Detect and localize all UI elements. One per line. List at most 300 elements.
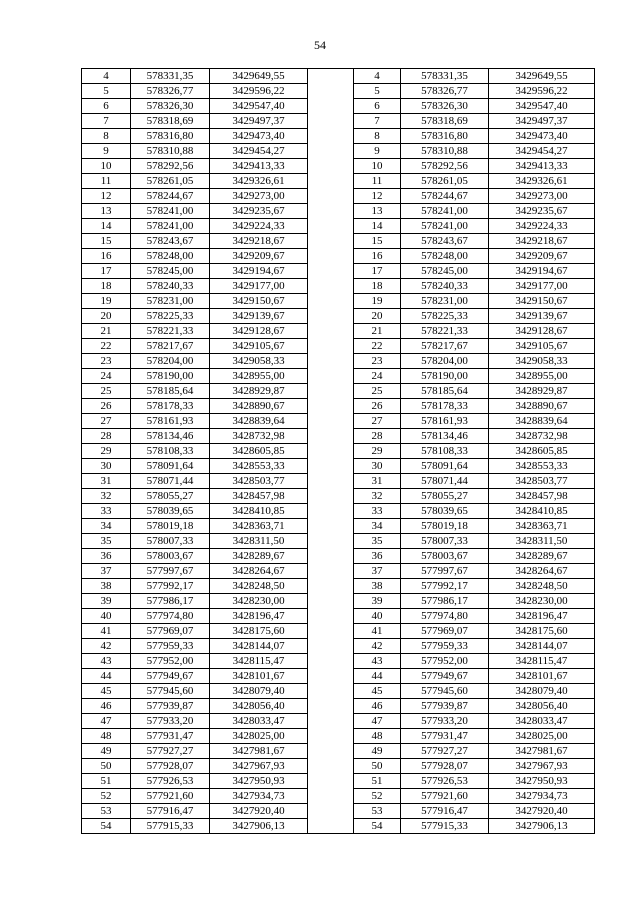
right-x-coordinate-cell: 577927,27 [401, 744, 489, 759]
left-y-coordinate-cell: 3429128,67 [210, 324, 308, 339]
right-point-number-cell: 29 [354, 444, 401, 459]
table-row [82, 534, 595, 549]
column-gap [308, 414, 354, 429]
right-point-number-cell: 16 [354, 249, 401, 264]
right-x-coordinate-cell: 578204,00 [401, 354, 489, 369]
left-y-coordinate-cell: 3427906,13 [210, 819, 308, 834]
left-point-number-cell: 20 [82, 309, 131, 324]
left-point-number-cell: 17 [82, 264, 131, 279]
right-y-coordinate-cell: 3428839,64 [489, 414, 595, 429]
table-row [82, 429, 595, 444]
left-x-coordinate-cell: 578331,35 [131, 69, 210, 84]
right-point-number-cell: 48 [354, 729, 401, 744]
right-y-coordinate-cell: 3429497,37 [489, 114, 595, 129]
left-y-coordinate-cell: 3428311,50 [210, 534, 308, 549]
right-point-number-cell: 5 [354, 84, 401, 99]
left-x-coordinate-cell: 578243,67 [131, 234, 210, 249]
left-point-number-cell: 53 [82, 804, 131, 819]
left-y-coordinate-cell: 3429194,67 [210, 264, 308, 279]
left-x-coordinate-cell: 577928,07 [131, 759, 210, 774]
left-point-number-cell: 24 [82, 369, 131, 384]
left-x-coordinate-cell: 578248,00 [131, 249, 210, 264]
table-row [82, 204, 595, 219]
table-row [82, 819, 595, 834]
left-x-coordinate-cell: 578292,56 [131, 159, 210, 174]
left-point-number-cell: 26 [82, 399, 131, 414]
table-row [82, 384, 595, 399]
table-row [82, 489, 595, 504]
table-row [82, 309, 595, 324]
right-point-number-cell: 14 [354, 219, 401, 234]
right-x-coordinate-cell: 578326,30 [401, 99, 489, 114]
right-x-coordinate-cell: 578261,05 [401, 174, 489, 189]
table-row [82, 219, 595, 234]
column-gap [308, 729, 354, 744]
right-point-number-cell: 7 [354, 114, 401, 129]
left-y-coordinate-cell: 3429139,67 [210, 309, 308, 324]
left-y-coordinate-cell: 3428196,47 [210, 609, 308, 624]
column-gap [308, 144, 354, 159]
left-x-coordinate-cell: 578245,00 [131, 264, 210, 279]
table-row [82, 549, 595, 564]
table-row [82, 729, 595, 744]
column-gap [308, 354, 354, 369]
column-gap [308, 609, 354, 624]
right-y-coordinate-cell: 3428503,77 [489, 474, 595, 489]
left-y-coordinate-cell: 3427920,40 [210, 804, 308, 819]
table-row [82, 639, 595, 654]
right-point-number-cell: 36 [354, 549, 401, 564]
table-row [82, 519, 595, 534]
right-x-coordinate-cell: 578007,33 [401, 534, 489, 549]
column-gap [308, 684, 354, 699]
left-x-coordinate-cell: 578241,00 [131, 219, 210, 234]
right-x-coordinate-cell: 577915,33 [401, 819, 489, 834]
right-x-coordinate-cell: 577928,07 [401, 759, 489, 774]
right-y-coordinate-cell: 3429058,33 [489, 354, 595, 369]
left-y-coordinate-cell: 3429105,67 [210, 339, 308, 354]
table-row [82, 129, 595, 144]
right-x-coordinate-cell: 578003,67 [401, 549, 489, 564]
right-x-coordinate-cell: 578178,33 [401, 399, 489, 414]
right-x-coordinate-cell: 578055,27 [401, 489, 489, 504]
right-point-number-cell: 11 [354, 174, 401, 189]
left-point-number-cell: 4 [82, 69, 131, 84]
right-y-coordinate-cell: 3428890,67 [489, 399, 595, 414]
column-gap [308, 369, 354, 384]
right-x-coordinate-cell: 578240,33 [401, 279, 489, 294]
table-row [82, 399, 595, 414]
table-row [82, 684, 595, 699]
left-point-number-cell: 43 [82, 654, 131, 669]
left-x-coordinate-cell: 578039,65 [131, 504, 210, 519]
column-gap [308, 429, 354, 444]
right-x-coordinate-cell: 578071,44 [401, 474, 489, 489]
column-gap [308, 594, 354, 609]
right-point-number-cell: 9 [354, 144, 401, 159]
column-gap [308, 549, 354, 564]
right-point-number-cell: 52 [354, 789, 401, 804]
right-y-coordinate-cell: 3428025,00 [489, 729, 595, 744]
right-x-coordinate-cell: 577916,47 [401, 804, 489, 819]
column-gap [308, 129, 354, 144]
right-x-coordinate-cell: 577921,60 [401, 789, 489, 804]
left-y-coordinate-cell: 3427967,93 [210, 759, 308, 774]
right-x-coordinate-cell: 577945,60 [401, 684, 489, 699]
left-x-coordinate-cell: 578134,46 [131, 429, 210, 444]
coordinate-table [81, 68, 595, 834]
table-row [82, 279, 595, 294]
left-x-coordinate-cell: 578071,44 [131, 474, 210, 489]
left-point-number-cell: 54 [82, 819, 131, 834]
left-x-coordinate-cell: 577933,20 [131, 714, 210, 729]
left-point-number-cell: 33 [82, 504, 131, 519]
right-y-coordinate-cell: 3429235,67 [489, 204, 595, 219]
right-point-number-cell: 21 [354, 324, 401, 339]
left-point-number-cell: 16 [82, 249, 131, 264]
left-x-coordinate-cell: 578178,33 [131, 399, 210, 414]
table-row [82, 789, 595, 804]
right-point-number-cell: 18 [354, 279, 401, 294]
column-gap [308, 249, 354, 264]
table-row [82, 609, 595, 624]
right-point-number-cell: 35 [354, 534, 401, 549]
left-x-coordinate-cell: 577949,67 [131, 669, 210, 684]
right-x-coordinate-cell: 578316,80 [401, 129, 489, 144]
right-x-coordinate-cell: 577939,87 [401, 699, 489, 714]
left-x-coordinate-cell: 578204,00 [131, 354, 210, 369]
right-point-number-cell: 37 [354, 564, 401, 579]
left-point-number-cell: 28 [82, 429, 131, 444]
table-row [82, 459, 595, 474]
table-row [82, 474, 595, 489]
right-x-coordinate-cell: 578217,67 [401, 339, 489, 354]
left-y-coordinate-cell: 3428363,71 [210, 519, 308, 534]
table-row [82, 654, 595, 669]
left-y-coordinate-cell: 3428144,07 [210, 639, 308, 654]
table-row [82, 594, 595, 609]
right-point-number-cell: 24 [354, 369, 401, 384]
right-y-coordinate-cell: 3428248,50 [489, 579, 595, 594]
column-gap [308, 789, 354, 804]
right-y-coordinate-cell: 3429224,33 [489, 219, 595, 234]
left-x-coordinate-cell: 578261,05 [131, 174, 210, 189]
right-y-coordinate-cell: 3429139,67 [489, 309, 595, 324]
column-gap [308, 504, 354, 519]
right-point-number-cell: 20 [354, 309, 401, 324]
left-point-number-cell: 42 [82, 639, 131, 654]
column-gap [308, 444, 354, 459]
left-y-coordinate-cell: 3428289,67 [210, 549, 308, 564]
left-x-coordinate-cell: 577992,17 [131, 579, 210, 594]
left-y-coordinate-cell: 3428929,87 [210, 384, 308, 399]
right-x-coordinate-cell: 578331,35 [401, 69, 489, 84]
right-point-number-cell: 10 [354, 159, 401, 174]
right-x-coordinate-cell: 578190,00 [401, 369, 489, 384]
column-gap [308, 219, 354, 234]
left-y-coordinate-cell: 3429209,67 [210, 249, 308, 264]
left-y-coordinate-cell: 3429649,55 [210, 69, 308, 84]
column-gap [308, 234, 354, 249]
left-x-coordinate-cell: 577952,00 [131, 654, 210, 669]
right-y-coordinate-cell: 3429218,67 [489, 234, 595, 249]
left-y-coordinate-cell: 3428056,40 [210, 699, 308, 714]
table-row [82, 579, 595, 594]
column-gap [308, 714, 354, 729]
left-point-number-cell: 15 [82, 234, 131, 249]
left-y-coordinate-cell: 3428410,85 [210, 504, 308, 519]
left-x-coordinate-cell: 578244,67 [131, 189, 210, 204]
right-y-coordinate-cell: 3429454,27 [489, 144, 595, 159]
right-y-coordinate-cell: 3428605,85 [489, 444, 595, 459]
left-point-number-cell: 11 [82, 174, 131, 189]
table-row [82, 669, 595, 684]
left-point-number-cell: 46 [82, 699, 131, 714]
left-point-number-cell: 47 [82, 714, 131, 729]
table-row [82, 234, 595, 249]
right-point-number-cell: 22 [354, 339, 401, 354]
left-point-number-cell: 31 [82, 474, 131, 489]
column-gap [308, 624, 354, 639]
right-x-coordinate-cell: 577997,67 [401, 564, 489, 579]
left-x-coordinate-cell: 578161,93 [131, 414, 210, 429]
column-gap [308, 384, 354, 399]
left-x-coordinate-cell: 577915,33 [131, 819, 210, 834]
table-row [82, 264, 595, 279]
right-point-number-cell: 31 [354, 474, 401, 489]
left-point-number-cell: 38 [82, 579, 131, 594]
left-y-coordinate-cell: 3429273,00 [210, 189, 308, 204]
left-x-coordinate-cell: 578221,33 [131, 324, 210, 339]
left-x-coordinate-cell: 577927,27 [131, 744, 210, 759]
left-y-coordinate-cell: 3429058,33 [210, 354, 308, 369]
right-point-number-cell: 8 [354, 129, 401, 144]
right-y-coordinate-cell: 3428955,00 [489, 369, 595, 384]
column-gap [308, 204, 354, 219]
left-x-coordinate-cell: 578310,88 [131, 144, 210, 159]
column-gap [308, 309, 354, 324]
right-y-coordinate-cell: 3427920,40 [489, 804, 595, 819]
left-point-number-cell: 34 [82, 519, 131, 534]
column-gap [308, 84, 354, 99]
right-y-coordinate-cell: 3428033,47 [489, 714, 595, 729]
right-x-coordinate-cell: 578318,69 [401, 114, 489, 129]
column-gap [308, 534, 354, 549]
right-point-number-cell: 19 [354, 294, 401, 309]
left-y-coordinate-cell: 3428115,47 [210, 654, 308, 669]
right-x-coordinate-cell: 577992,17 [401, 579, 489, 594]
left-y-coordinate-cell: 3428175,60 [210, 624, 308, 639]
right-x-coordinate-cell: 578134,46 [401, 429, 489, 444]
left-y-coordinate-cell: 3429454,27 [210, 144, 308, 159]
right-x-coordinate-cell: 577974,80 [401, 609, 489, 624]
right-y-coordinate-cell: 3429473,40 [489, 129, 595, 144]
table-row [82, 189, 595, 204]
column-gap [308, 399, 354, 414]
column-gap [308, 654, 354, 669]
table-row [82, 114, 595, 129]
right-point-number-cell: 34 [354, 519, 401, 534]
table-row [82, 759, 595, 774]
left-point-number-cell: 6 [82, 99, 131, 114]
column-gap [308, 774, 354, 789]
right-point-number-cell: 46 [354, 699, 401, 714]
left-y-coordinate-cell: 3428890,67 [210, 399, 308, 414]
column-gap [308, 669, 354, 684]
left-x-coordinate-cell: 577959,33 [131, 639, 210, 654]
right-point-number-cell: 25 [354, 384, 401, 399]
right-x-coordinate-cell: 578292,56 [401, 159, 489, 174]
table-row [82, 324, 595, 339]
left-point-number-cell: 22 [82, 339, 131, 354]
left-x-coordinate-cell: 578007,33 [131, 534, 210, 549]
right-y-coordinate-cell: 3429649,55 [489, 69, 595, 84]
left-y-coordinate-cell: 3428732,98 [210, 429, 308, 444]
right-x-coordinate-cell: 578241,00 [401, 204, 489, 219]
left-y-coordinate-cell: 3428025,00 [210, 729, 308, 744]
column-gap [308, 294, 354, 309]
left-x-coordinate-cell: 577974,80 [131, 609, 210, 624]
left-point-number-cell: 41 [82, 624, 131, 639]
column-gap [308, 819, 354, 834]
right-y-coordinate-cell: 3429273,00 [489, 189, 595, 204]
right-y-coordinate-cell: 3429105,67 [489, 339, 595, 354]
left-point-number-cell: 48 [82, 729, 131, 744]
right-y-coordinate-cell: 3428230,00 [489, 594, 595, 609]
right-y-coordinate-cell: 3429547,40 [489, 99, 595, 114]
table-row [82, 744, 595, 759]
right-point-number-cell: 53 [354, 804, 401, 819]
left-x-coordinate-cell: 578316,80 [131, 129, 210, 144]
right-y-coordinate-cell: 3429177,00 [489, 279, 595, 294]
right-y-coordinate-cell: 3428553,33 [489, 459, 595, 474]
left-x-coordinate-cell: 577969,07 [131, 624, 210, 639]
column-gap [308, 69, 354, 84]
left-y-coordinate-cell: 3429150,67 [210, 294, 308, 309]
left-x-coordinate-cell: 578326,77 [131, 84, 210, 99]
left-y-coordinate-cell: 3428553,33 [210, 459, 308, 474]
column-gap [308, 519, 354, 534]
table-row [82, 714, 595, 729]
table-row [82, 774, 595, 789]
left-point-number-cell: 35 [82, 534, 131, 549]
right-point-number-cell: 12 [354, 189, 401, 204]
right-y-coordinate-cell: 3428196,47 [489, 609, 595, 624]
right-y-coordinate-cell: 3428311,50 [489, 534, 595, 549]
table-row [82, 354, 595, 369]
column-gap [308, 189, 354, 204]
right-y-coordinate-cell: 3429413,33 [489, 159, 595, 174]
right-x-coordinate-cell: 578231,00 [401, 294, 489, 309]
left-y-coordinate-cell: 3429413,33 [210, 159, 308, 174]
left-x-coordinate-cell: 578055,27 [131, 489, 210, 504]
right-point-number-cell: 30 [354, 459, 401, 474]
right-y-coordinate-cell: 3428410,85 [489, 504, 595, 519]
right-x-coordinate-cell: 577931,47 [401, 729, 489, 744]
right-y-coordinate-cell: 3428056,40 [489, 699, 595, 714]
left-y-coordinate-cell: 3428248,50 [210, 579, 308, 594]
right-y-coordinate-cell: 3428929,87 [489, 384, 595, 399]
left-y-coordinate-cell: 3427934,73 [210, 789, 308, 804]
table-row [82, 804, 595, 819]
right-point-number-cell: 51 [354, 774, 401, 789]
right-x-coordinate-cell: 578225,33 [401, 309, 489, 324]
right-y-coordinate-cell: 3429326,61 [489, 174, 595, 189]
left-x-coordinate-cell: 577986,17 [131, 594, 210, 609]
right-x-coordinate-cell: 578039,65 [401, 504, 489, 519]
right-point-number-cell: 27 [354, 414, 401, 429]
left-point-number-cell: 45 [82, 684, 131, 699]
right-point-number-cell: 47 [354, 714, 401, 729]
left-point-number-cell: 13 [82, 204, 131, 219]
right-point-number-cell: 45 [354, 684, 401, 699]
right-x-coordinate-cell: 578091,64 [401, 459, 489, 474]
left-x-coordinate-cell: 578185,64 [131, 384, 210, 399]
table-row [82, 564, 595, 579]
left-point-number-cell: 29 [82, 444, 131, 459]
left-point-number-cell: 40 [82, 609, 131, 624]
right-point-number-cell: 43 [354, 654, 401, 669]
left-y-coordinate-cell: 3429218,67 [210, 234, 308, 249]
right-x-coordinate-cell: 578243,67 [401, 234, 489, 249]
right-point-number-cell: 44 [354, 669, 401, 684]
table-row [82, 144, 595, 159]
right-y-coordinate-cell: 3429209,67 [489, 249, 595, 264]
right-x-coordinate-cell: 577959,33 [401, 639, 489, 654]
right-y-coordinate-cell: 3428363,71 [489, 519, 595, 534]
right-point-number-cell: 49 [354, 744, 401, 759]
right-x-coordinate-cell: 578245,00 [401, 264, 489, 279]
right-y-coordinate-cell: 3428264,67 [489, 564, 595, 579]
table-row [82, 414, 595, 429]
right-y-coordinate-cell: 3429150,67 [489, 294, 595, 309]
left-point-number-cell: 12 [82, 189, 131, 204]
column-gap [308, 759, 354, 774]
left-x-coordinate-cell: 578217,67 [131, 339, 210, 354]
left-x-coordinate-cell: 577945,60 [131, 684, 210, 699]
column-gap [308, 699, 354, 714]
right-x-coordinate-cell: 578248,00 [401, 249, 489, 264]
left-y-coordinate-cell: 3429326,61 [210, 174, 308, 189]
column-gap [308, 489, 354, 504]
left-x-coordinate-cell: 578108,33 [131, 444, 210, 459]
table-row [82, 699, 595, 714]
right-x-coordinate-cell: 577926,53 [401, 774, 489, 789]
right-point-number-cell: 13 [354, 204, 401, 219]
column-gap [308, 639, 354, 654]
left-point-number-cell: 21 [82, 324, 131, 339]
left-point-number-cell: 25 [82, 384, 131, 399]
left-x-coordinate-cell: 577926,53 [131, 774, 210, 789]
right-y-coordinate-cell: 3427950,93 [489, 774, 595, 789]
table-row [82, 339, 595, 354]
left-y-coordinate-cell: 3428033,47 [210, 714, 308, 729]
right-x-coordinate-cell: 578019,18 [401, 519, 489, 534]
left-x-coordinate-cell: 578326,30 [131, 99, 210, 114]
right-point-number-cell: 54 [354, 819, 401, 834]
left-point-number-cell: 7 [82, 114, 131, 129]
right-point-number-cell: 40 [354, 609, 401, 624]
right-y-coordinate-cell: 3428732,98 [489, 429, 595, 444]
column-gap [308, 264, 354, 279]
left-point-number-cell: 37 [82, 564, 131, 579]
left-point-number-cell: 10 [82, 159, 131, 174]
right-point-number-cell: 6 [354, 99, 401, 114]
left-y-coordinate-cell: 3429235,67 [210, 204, 308, 219]
left-y-coordinate-cell: 3428503,77 [210, 474, 308, 489]
left-point-number-cell: 39 [82, 594, 131, 609]
left-x-coordinate-cell: 578231,00 [131, 294, 210, 309]
